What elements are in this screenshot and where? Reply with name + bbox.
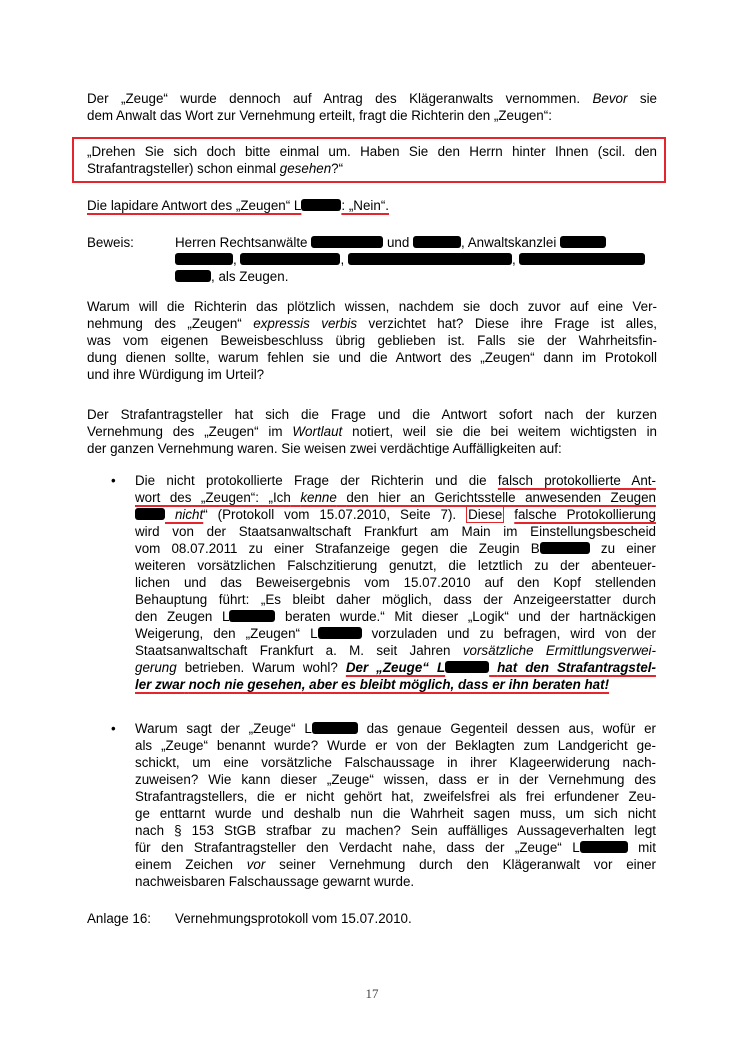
text-line: dem Anwalt das Wort zur Vernehmung erteilt, fragt die Richterin den „Zeugen“: [87,108,552,123]
italic-text: vorsätzliche Ermittlungsverwei- [462,643,656,658]
text-line: nachweisbaren Falschaussage gewarnt wurde. [135,874,415,889]
text: einem Zeichen [135,857,233,872]
question-paragraph [87,298,657,383]
text: ?“ [331,161,344,176]
bold-italic-text: noch nie gesehen [188,677,302,692]
underlined-text [346,660,656,675]
bullet-marker: • [111,473,116,488]
text-line: der ganzen Vernehmung waren. Sie weisen zwei verdächtige Auffälligkeiten auf: [87,441,562,456]
text: , Anwaltskanzlei [461,235,557,250]
text-line: „Drehen Sie sich doch bitte einmal um. Haben Sie den Herrn hinter Ihnen (scil. den [87,144,657,159]
italic-text: Bevor [592,91,628,106]
text: zu einer [600,541,656,556]
text: Warum sagt der „Zeuge“ L [135,721,312,736]
text: Der „Zeuge“ wurde dennoch auf Antrag des Klägeranwalts vernommen. [87,91,581,106]
underlined-text [135,507,203,522]
text: betrieben. Warum wohl? [184,660,338,675]
text: und [386,235,410,250]
bold-italic-text: hat den Strafantragstel- [497,660,656,675]
text: , [233,252,237,267]
redaction-bar [580,841,628,853]
text: den hier an Gerichtsstelle anwesenden Zeugen [346,490,656,505]
italic-text: vor [246,857,266,872]
underlined-text [135,677,609,692]
boxed-word: Diese [468,507,503,522]
anomalies-paragraph [87,406,657,457]
text-line: was vom eigenen Beweisbeschluss übrig geblieben ist. Falls sie der Wahrheitsfin- [87,333,657,348]
text: Staatsanwaltschaft Frankfurt a. M. seit Jahren [135,643,451,658]
text: für den Strafantragsteller den Verdacht nahe, dass der „Zeuge“ L [135,840,580,855]
redaction-bar [301,199,341,211]
text-line: Strafantragstellers, die er nicht gehört hat, zweifelsfrei als frei erfundener Zeu- [135,789,656,804]
redaction-bar [229,610,275,622]
text: notiert, weil sie die bei weitem wichtigsten in [352,424,657,439]
text: nehmung des „Zeugen“ [87,316,242,331]
witness-answer [87,197,657,214]
text: , [340,252,345,267]
bullet-marker: • [111,721,116,736]
italic-text: gerung [135,660,177,675]
text: vom 08.07.2011 zu einer Strafanzeige gegen die Zeugin B [135,541,540,556]
text: beraten wurde.“ Mit dieser „Logik“ und der hartnäckigen [285,609,656,624]
anlage-label: Anlage 16: [87,911,152,926]
beweis-text [175,234,657,285]
redaction-bar [445,661,489,673]
text: vorzuladen und zu befragen, wird von der [371,626,656,641]
text-line: schickt, um eine vorsätzliche Falschaussage in ihrer Klageerwiderung nach- [135,755,656,770]
bold-italic-text: , aber es bleibt möglich, dass er ihn beraten hat! [301,677,610,692]
redaction-bar [540,542,590,554]
redaction-bar [311,236,383,248]
anlage-text: Vernehmungsprotokoll vom 15.07.2010. [175,911,412,926]
redaction-bar [175,270,211,282]
bold-italic-text: ler zwar [135,677,185,692]
text-line: ge enttarnt wurde und deshalb nun die Wahrheit sagen muss, um sich nicht [135,806,656,821]
text-line: zuweisen? Wie kann dieser „Zeuge“ wissen, dass er in der Vernehmung des [135,772,656,787]
text: Weigerung, den „Zeugen“ L [135,626,318,641]
text: mit [638,840,656,855]
redaction-bar [175,253,233,265]
text: verzichtet hat? Diese ihre Frage ist alles, [368,316,657,331]
text: , [511,252,516,267]
text: Herren Rechtsanwälte [175,235,308,250]
text-line: wird von der Staatsanwaltschaft Frankfurt am Main im Einstellungsbescheid [135,524,656,539]
text: , als Zeugen. [211,269,289,284]
intro-paragraph [87,90,657,124]
underlined-text: falsch protokollierte Ant- [497,473,656,488]
redaction-bar [135,508,165,520]
text: Vernehmung des „Zeugen“ im [87,424,283,439]
redaction-bar [240,253,340,265]
text: “ (Protokoll vom 15.07.2010, Seite 7). [203,507,457,522]
text-line: Behauptung führt: „Es bleibt daher möglich, dass der Anzeigeerstatter durch [135,592,656,607]
redaction-bar [519,253,645,265]
italic-text: gesehen [279,161,332,176]
text-line: Warum will die Richterin das plötzlich wissen, nachdem sie doch zuvor auf eine Ver- [87,299,657,314]
redaction-bar [318,627,362,639]
underlined-text [135,490,656,505]
text: Die nicht protokollierte Frage der Richterin und die [135,473,487,488]
italic-text: expressis verbis [253,316,358,331]
redaction-bar [312,722,358,734]
page-number: 17 [365,986,379,1001]
bullet-item-1 [135,472,656,693]
bullet-item-2 [135,720,656,890]
text-line: als „Zeuge“ benannt wurde? Wurde er von der Beklagten zum Landgericht ge- [135,738,656,753]
text-line: Der Strafantragsteller hat sich die Frage und die Antwort sofort nach der kurzen [87,407,657,422]
text: : „Nein“. [341,198,389,213]
bold-italic-text: Der „Zeuge“ L [345,660,446,675]
italic-text: nicht [174,507,204,522]
text: den Zeugen L [135,609,230,624]
text: seiner Vernehmung durch den Klägeranwalt vor einer [279,857,656,872]
underlined-answer [87,198,389,213]
judge-question-quote [87,143,657,177]
beweis-label: Beweis: [87,235,134,250]
text: das genaue Gegenteil dessen aus, wofür er [366,721,657,736]
text-line: dung dienen sollte, warum fehlen sie und die Antwort des „Zeugen“ dann im Protokoll [87,350,657,365]
italic-text: Wortlaut [292,424,343,439]
text: Die lapidare Antwort des „Zeugen“ L [87,198,302,213]
italic-text: kenne [300,490,337,505]
text-line: lichen und das Beweisergebnis vom 15.07.2010 auf den Kopf stellenden [135,575,656,590]
text-line: nach § 153 StGB strafbar zu machen? Sein auffälliges Aussageverhalten legt [135,823,656,838]
text-line: weiteren vorsätzlichen Falschzitierung genutzt, die letztlich zu der abenteuer- [135,558,656,573]
text: Strafantragsteller) schon einmal [87,161,277,176]
text-line: und ihre Würdigung im Urteil? [87,367,265,382]
redaction-bar [413,236,461,248]
text: wort des „Zeugen“: „Ich [135,490,291,505]
underlined-text: falsche Protokollierung [514,507,656,522]
redaction-bar [560,236,606,248]
text: sie [639,91,657,106]
redaction-bar [348,253,512,265]
